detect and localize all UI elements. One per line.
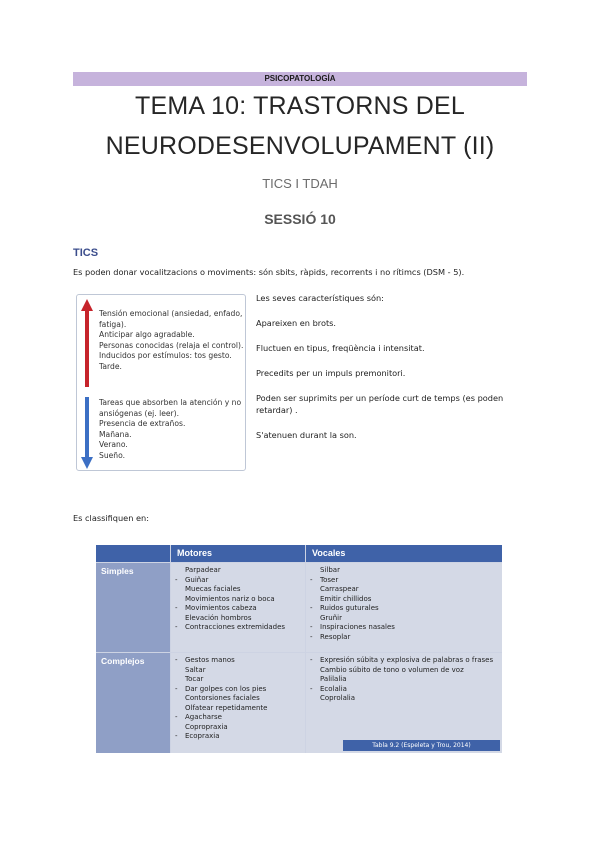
table-cell-item [310,604,498,614]
bullet-dash: - [175,623,178,631]
list-item: Mañana. [99,429,132,439]
bullet-dash [175,614,185,624]
classify-label: Es classifiquen en: [73,513,149,523]
bullet-dash: - [310,632,313,641]
table-cell-item [175,595,301,605]
item-text: Ecolalia [320,684,347,693]
list-item: Verano. [99,440,128,450]
list-item: Anticipar algo agradable. [99,330,195,340]
item-text: Gruñir [320,613,342,622]
list-item: Tensión emocional (ansiedad, enfado, fatiga). [99,309,243,329]
bullet-dash [310,614,320,624]
table-cell-item [175,656,301,666]
table-cell-item [310,614,498,624]
increase-factors-list [99,309,245,373]
bullet-dash: - [175,713,178,721]
bullet-dash [175,585,185,595]
item-text: Cambio súbito de tono o volumen de voz [320,665,464,674]
table-cell-item [175,576,301,586]
header-bar [73,72,527,86]
item-text: Contorsiones faciales [185,694,260,702]
list-item: Inducidos por estímulos: tos gesto. [99,351,232,361]
table-cell-item [175,713,301,723]
item-text: Agacharse [185,713,222,721]
table-cell-item [310,694,498,704]
item-text: Tocar [185,675,204,683]
table-cell-item [310,656,498,666]
feature-item: Poden ser suprimits per un període curt de temps (es poden retardar) . [256,393,504,415]
bullet-dash [310,675,320,685]
row-header-complejos: Complejos [96,653,170,753]
bullet-dash [310,595,320,605]
item-text: Copropraxia [185,722,228,731]
bullet-dash: - [175,656,178,664]
table-cell-item [175,675,301,685]
item-text: Guiñar [185,575,209,584]
bullet-dash: - [310,604,313,612]
item-text: Saltar [185,665,206,674]
item-text: Muecas faciales [185,585,241,593]
bullet-dash [175,666,185,676]
item-text: Silbar [320,566,340,574]
table-cell-item [310,666,498,676]
down-arrow-shaft [85,397,89,459]
bullet-dash [310,666,320,676]
bullet-dash: - [175,684,178,693]
bullet-dash [175,675,185,685]
bullet-dash [175,704,185,714]
table-cell-item [175,604,301,614]
bullet-dash [175,566,185,576]
table-cell-item [310,633,498,643]
cell-simples-vocales [306,563,502,652]
bullet-dash: - [175,575,178,584]
feature-item: Precedits per un impuls premonitori. [256,368,406,378]
tics-modulation-diagram [76,294,246,471]
bullet-dash [310,694,320,704]
feature-item: S'atenuen durant la son. [256,430,357,440]
item-text: Coprolalia [320,694,356,702]
tics-features [256,292,532,454]
list-item: Sueño. [99,450,126,460]
item-text: Carraspear [320,585,359,593]
table-cell-item [310,685,498,695]
list-item: Tareas que absorben la atención y no ansiógenas (ej. leer). [99,398,242,418]
bullet-dash: - [310,623,313,631]
bullet-dash: - [175,732,178,740]
bullet-dash [310,566,320,576]
table-cell-item [175,685,301,695]
title-line-1: TEMA 10: TRASTORNS DEL [135,92,465,120]
list-item: Personas conocidas (relaja el control). [99,340,244,350]
subtitle: TICS I TDAH [262,176,338,191]
item-text: Palilalia [320,675,347,683]
table-cell-item [175,623,301,633]
cell-complejos-vocales [306,653,502,753]
table-cell-item [310,566,498,576]
item-text: Ruidos guturales [320,604,379,612]
features-heading: Les seves característiques són: [256,293,384,303]
item-text: Emitir chillidos [320,594,372,603]
table-cell-item [310,576,498,586]
cell-complejos-motores [171,653,305,753]
item-text: Toser [320,575,339,584]
title-line-2: NEURODESENVOLUPAMENT (II) [105,132,495,160]
item-text: Gestos manos [185,656,235,664]
item-text: Dar golpes con los pies [185,684,267,693]
decrease-factors-list [99,398,245,462]
item-text: Elevación hombros [185,613,252,622]
feature-item: Apareixen en brots. [256,318,337,328]
header-label: PSICOPATOLOGÍA [264,74,336,83]
tics-classification-table [96,545,502,753]
list-item: Tarde. [99,361,122,371]
item-text: Movimientos cabeza [185,604,257,612]
table-cell-item [175,694,301,704]
table-cell-item [310,675,498,685]
table-cell-item [175,704,301,714]
bullet-dash: - [310,684,313,693]
bullet-dash [175,595,185,605]
down-arrow-icon [81,457,93,469]
table-cell-item [175,614,301,624]
bullet-dash: - [310,575,313,584]
bullet-dash [175,723,185,733]
item-text: Parpadear [185,566,221,574]
item-text: Olfatear repetidamente [185,703,268,712]
table-cell-item [310,595,498,605]
table-cell-item [175,585,301,595]
item-text: Movimientos nariz o boca [185,594,275,603]
session-label: SESSIÓ 10 [264,211,336,227]
bullet-dash: - [310,656,313,664]
up-arrow-shaft [85,309,89,387]
table-cell-item [175,566,301,576]
list-item: Presencia de extraños. [99,419,186,429]
tics-intro: Es poden donar vocalitzacions o moviments: són sbits, ràpids, recorrents i no rítimcs (DSM - 5). [73,267,465,277]
item-text: Expresión súbita y explosiva de palabras o frases [320,656,494,664]
cell-simples-motores [171,563,305,652]
item-text: Contracciones extremidades [185,623,286,631]
column-header-vocales: Vocales [306,545,502,562]
table-cell-item [175,666,301,676]
bullet-dash: - [175,604,178,612]
feature-item: Fluctuen en tipus, freqüència i intensitat. [256,343,425,353]
table-source-caption: Tabla 9.2 (Espeleta y Trou, 2014) [343,740,500,751]
table-cell-item [175,732,301,742]
table-cell-item [310,623,498,633]
table-cell-item [310,585,498,595]
column-header-motores: Motores [171,545,305,562]
row-header-simples: Simples [96,563,170,652]
bullet-dash [175,694,185,704]
table-cell-item [175,723,301,733]
item-text: Ecopraxia [185,732,220,740]
bullet-dash [310,585,320,595]
tics-heading: TICS [73,247,99,259]
table-corner [96,545,170,562]
item-text: Resoplar [320,632,351,641]
item-text: Inspiraciones nasales [320,623,395,631]
